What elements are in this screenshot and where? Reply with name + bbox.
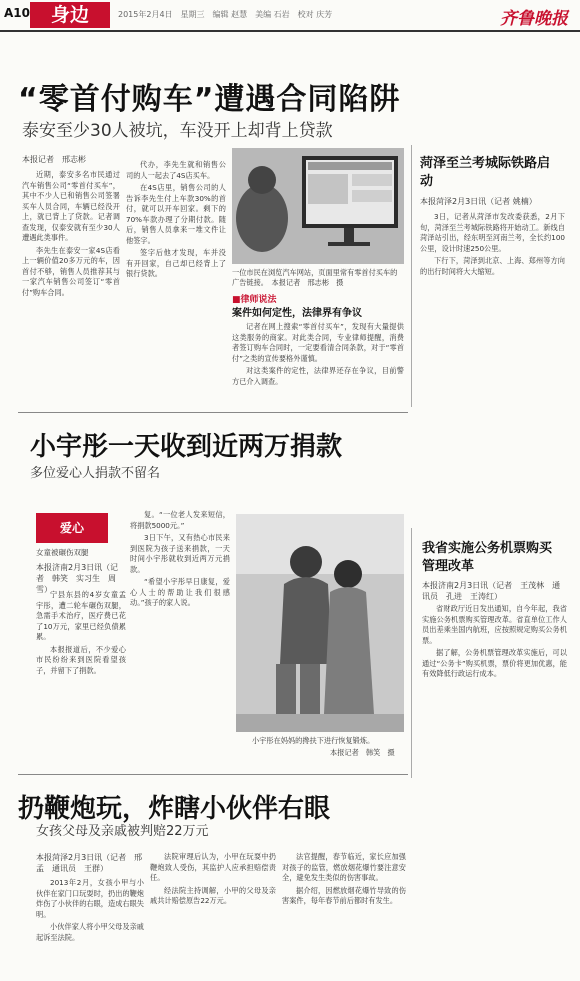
paragraph: 近期，泰安多名市民通过汽车销售公司“零首付买车”，其中不少人已和销售公司签署买车人员合同，车辆已经没开上，就已背上了贷款。记者调查发现，仅泰安就有至少30人遭遇此类事件。 <box>22 170 120 242</box>
section-tab: 身边 <box>30 2 110 28</box>
page-number: A10 <box>4 6 30 20</box>
paragraph: 3日下午，又有热心市民来到医院为孩子送来捐款，一天时间小宇彤就收到近两万元捐款。 <box>130 533 230 574</box>
headline-article-2: 小宇彤一天收到近两万捐款 <box>30 432 343 462</box>
sidebar-2-headline: 我省实施公务机票购买管理改革 <box>422 541 553 574</box>
paragraph: 签字后他才发现，车并没有开回家，自己却已经背上了银行贷款。 <box>126 248 226 278</box>
masthead-logo: 齐鲁晚报 <box>500 9 568 29</box>
subheadline-article-2: 多位爱心人捐款不留名 <box>30 466 161 481</box>
paragraph: 本报报道后，不少爱心市民纷纷来到医院看望孩子，并留下了捐款。 <box>36 644 126 675</box>
photo-credit-article-2: 本报记者 韩笑 摄 <box>330 748 395 757</box>
photo-child-rehab <box>236 514 404 732</box>
sidebar-1-body <box>420 212 565 522</box>
paragraph: 李先生在泰安一家4S店看上一辆价值20多万元的车，因首付不够，销售人员推荐其与一家汽车销售公司签订“零首付”购车合同。 <box>22 245 120 297</box>
byline-article-3: 本报菏泽2月3日讯（记者 邢孟 通讯员 王群） <box>36 853 143 873</box>
article-3-column-2 <box>150 852 276 976</box>
section-divider <box>18 774 408 775</box>
sidebar-1-headline: 菏泽至兰考城际铁路启动 <box>420 156 551 189</box>
paragraph: 2013年2月，女孩小甲与小伙伴在家门口玩耍时，扔出的鞭炮炸伤了小伙伴的右眼，造成右眼失明。 <box>36 878 144 919</box>
article-2-column-2 <box>130 510 230 766</box>
lawyer-section-title: 案件如何定性，法律界有争议 <box>232 308 362 319</box>
byline-article-2: 本报济南2月3日讯（记者 韩笑 实习生 周雪） <box>36 563 119 594</box>
column-divider <box>411 528 412 778</box>
section-divider <box>18 412 408 413</box>
paragraph: 复。“一位老人发来短信，将捐款5000元。” <box>130 510 230 530</box>
article-1-column-3 <box>232 322 404 406</box>
subheadline-article-3: 女孩父母及亲戚被判赔22万元 <box>36 824 209 839</box>
article-2-column-1 <box>36 590 126 766</box>
paragraph: 省财政厅近日发出通知，自今年起，我省实施公务机票购买管理改革。省直单位工作人员出差乘坐国内航班，应按照规定购买公务机票。 <box>422 604 567 645</box>
lawyer-section-label: ■律师说法 <box>232 295 277 305</box>
charity-logo: 爱心 <box>36 513 108 543</box>
paragraph: 3日，记者从菏泽市发改委获悉，2月下旬，菏泽至兰考城际铁路将开始动工。新线自菏泽站引出，经东明至河南兰考，全长约100公里，设计时速250公里。 <box>420 212 565 253</box>
paragraph: 在4S店里，销售公司的人告诉李先生付上车款30%的首付，就可以开车回家。剩下的70%车款办理了分期付款。随后，销售人员拿来一堆文件让他签字。 <box>126 183 226 245</box>
charity-logo-caption: 女童被碾伤双腿 <box>36 548 89 557</box>
column-divider <box>411 145 412 407</box>
photo-computer-screen <box>232 148 404 264</box>
article-1-column-1 <box>22 170 120 406</box>
computer-screen-illustration <box>232 148 404 264</box>
article-3-column-1 <box>36 878 144 976</box>
paragraph: 对这类案件的定性，法律界还存在争议，目前警方已介入调查。 <box>232 366 404 386</box>
paragraph: 经法院主持调解，小甲的父母及亲戚共计赔偿原告22万元。 <box>150 885 276 905</box>
sidebar-2-body <box>422 604 567 974</box>
paragraph: 法院审理后认为，小甲在玩耍中扔鞭炮致人受伤，其监护人应承担赔偿责任。 <box>150 852 276 882</box>
article-1-column-2 <box>126 160 226 406</box>
photo-caption-article-2: 小宇彤在妈妈的搀扶下进行恢复锻炼。 <box>252 736 375 745</box>
photo-caption-article-1: 一位市民在浏览汽车网站，页面里常有零首付买车的广告链接。 本报记者 邢志彬 摄 <box>232 268 398 287</box>
child-rehab-illustration <box>236 514 404 732</box>
paragraph: 下行下，菏泽到北京、上海、郑州等方向的出行时间将大大缩短。 <box>420 256 565 276</box>
paragraph: 法官提醒，春节临近，家长应加强对孩子的监管，燃放烟花爆竹要注意安全，避免发生类似的伤害事故。 <box>282 852 406 882</box>
paragraph: 小伙伴家人将小甲父母及亲戚起诉至法院。 <box>36 922 144 942</box>
paragraph: 代办，李先生就和销售公司的人一起去了4S店买车。 <box>126 160 226 180</box>
headline-article-3: 扔鞭炮玩，炸瞎小伙伴右眼 <box>18 794 331 824</box>
paragraph: 据了解，公务机票管理改革实施后，可以通过“公务卡”购买机票，票价将更加优惠，能有效降低行政运行成本。 <box>422 648 567 678</box>
byline-article-1: 本报记者 邢志彬 <box>22 155 86 164</box>
paragraph: “希望小宇彤早日康复，爱心人士的帮助让我们很感动。”孩子的家人说。 <box>130 577 230 607</box>
dateline: 2015年2月4日 星期三 编辑 赵慧 美编 石岩 校对 庆芳 <box>118 10 333 19</box>
paragraph: 据介绍，因燃放烟花爆竹导致的伤害案件，每年春节前后都时有发生。 <box>282 885 406 905</box>
article-3-column-3 <box>282 852 406 976</box>
paragraph: 记者在网上搜索“零首付买车”，发现有大量提供这类服务的商家。对此类合同，专业律师提醒，消费者签订购车合同时，一定要看清合同条款，对于“零首付”之类的宣传要格外谨慎。 <box>232 322 404 363</box>
sidebar-2-byline: 本报济南2月3日讯（记者 王茂林 通讯员 孔进 王涛红） <box>422 581 561 601</box>
headline-article-1: “零首付购车”遭遇合同陷阱 <box>18 82 401 117</box>
subheadline-article-1: 泰安至少30人被坑，车没开上却背上贷款 <box>22 121 333 141</box>
sidebar-1-byline: 本报菏泽2月3日讯（记者 姚楠） <box>420 197 537 206</box>
paragraph: 宁县东县的4岁女童孟宇彤，遭二轮车碾伤双腿，急需手术治疗，医疗费已花了10万元，家里已经负债累累。 <box>36 590 126 641</box>
